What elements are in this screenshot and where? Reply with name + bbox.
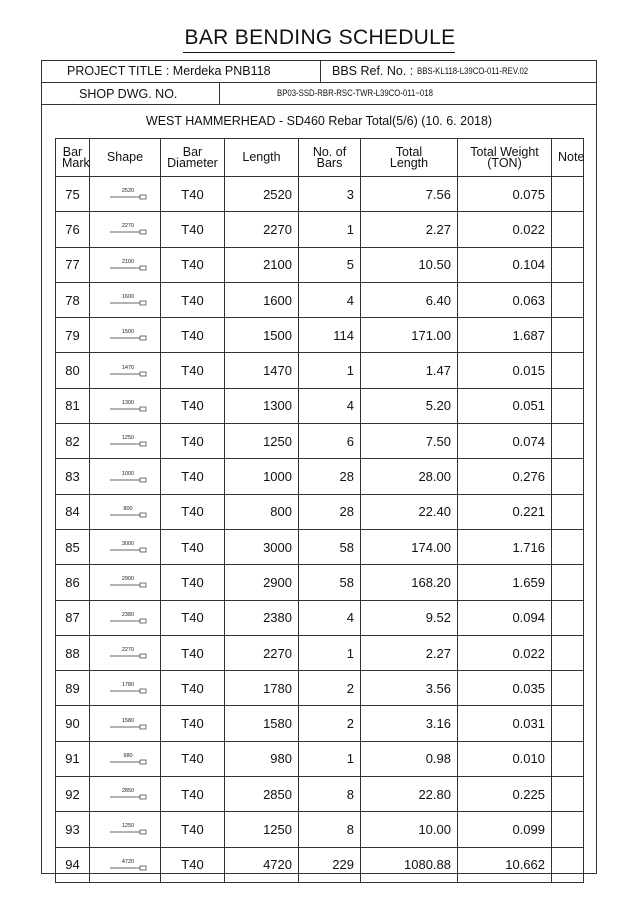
table-row — [56, 388, 584, 423]
total-length-cell: 2.27 — [361, 212, 458, 247]
length-cell: 980 — [225, 741, 299, 776]
shape-length-label: 1250 — [121, 435, 135, 442]
col-header-total-weight: Total Weight (TON) — [458, 139, 552, 177]
no-of-bars-cell: 8 — [299, 812, 361, 847]
length-cell: 2270 — [225, 212, 299, 247]
note-cell — [552, 635, 584, 670]
total-length-cell: 7.50 — [361, 424, 458, 459]
length-cell: 1470 — [225, 353, 299, 388]
total-weight-cell: 0.225 — [458, 777, 552, 812]
no-of-bars-cell: 3 — [299, 177, 361, 212]
shape-cell — [90, 282, 161, 317]
table-row — [56, 177, 584, 212]
schedule-subtitle: WEST HAMMERHEAD - SD460 Rebar Total(5/6) (10. 6. 2018) — [145, 114, 493, 128]
bar-mark-cell: 81 — [56, 388, 90, 423]
length-cell: 1780 — [225, 671, 299, 706]
note-cell — [552, 424, 584, 459]
total-length-cell: 28.00 — [361, 459, 458, 494]
shape-length-label: 2270 — [121, 647, 135, 653]
header-divider — [320, 60, 321, 82]
bar-mark-cell: 83 — [56, 459, 90, 494]
shape-length-label: 1600 — [121, 294, 135, 301]
shape-cell — [90, 741, 161, 776]
total-weight-cell: 0.015 — [458, 353, 552, 388]
diameter-cell: T40 — [161, 777, 225, 812]
shape-cell — [90, 388, 161, 423]
col-header-note: Note — [552, 139, 584, 177]
length-cell: 2520 — [225, 177, 299, 212]
bar-schedule-table — [55, 138, 584, 883]
bar-mark-cell: 82 — [56, 424, 90, 459]
bar-mark-cell: 93 — [56, 812, 90, 847]
shape-length-label: 2520 — [121, 188, 135, 195]
col-header-diameter: Bar Diameter — [161, 139, 225, 177]
shop-dwg-value-text: BP03-SSD-RBR-RSC-TWR-L39CO-011~018 — [277, 88, 433, 99]
coupler-box — [140, 689, 146, 693]
shape-cell — [90, 177, 161, 212]
straight-bar-coupler-icon — [96, 783, 156, 805]
note-cell — [552, 741, 584, 776]
note-cell — [552, 459, 584, 494]
diameter-cell: T40 — [161, 282, 225, 317]
shape-cell — [90, 353, 161, 388]
diameter-cell: T40 — [161, 565, 225, 600]
coupler-box — [140, 760, 146, 764]
shape-length-label: 800 — [123, 505, 133, 512]
bar-mark-cell: 85 — [56, 529, 90, 564]
total-weight-cell: 0.035 — [458, 671, 552, 706]
coupler-box — [140, 230, 146, 234]
total-length-cell: 3.56 — [361, 671, 458, 706]
bbs-ref — [332, 60, 597, 82]
straight-bar-coupler-icon — [96, 748, 156, 770]
table-row — [56, 741, 584, 776]
shape-length-label: 1780 — [121, 682, 135, 689]
coupler-box — [140, 195, 146, 199]
total-length-cell: 168.20 — [361, 565, 458, 600]
bar-mark-cell: 91 — [56, 741, 90, 776]
coupler-box — [140, 301, 146, 305]
total-length-cell: 1.47 — [361, 353, 458, 388]
bbs-ref-value: BBS-KL118-L39CO-011-REV.02 — [416, 65, 528, 77]
bar-mark-cell: 92 — [56, 777, 90, 812]
header-divider — [219, 83, 220, 104]
straight-bar-coupler-icon — [96, 254, 156, 276]
straight-bar-coupler-icon — [96, 536, 156, 558]
shape-length-label: 2270 — [121, 223, 135, 230]
note-cell — [552, 177, 584, 212]
total-weight-cell: 0.099 — [458, 812, 552, 847]
coupler-box — [140, 442, 146, 446]
coupler-box — [140, 795, 146, 799]
bar-mark-cell: 84 — [56, 494, 90, 529]
total-weight-cell: 1.659 — [458, 565, 552, 600]
bar-mark-cell: 89 — [56, 671, 90, 706]
document-title: BAR BENDING SCHEDULE — [184, 26, 456, 49]
bar-mark-cell: 79 — [56, 318, 90, 353]
no-of-bars-cell: 4 — [299, 388, 361, 423]
length-cell: 1250 — [225, 812, 299, 847]
note-cell — [552, 529, 584, 564]
diameter-cell: T40 — [161, 318, 225, 353]
table-row — [56, 671, 584, 706]
shape-cell — [90, 529, 161, 564]
total-length-cell: 174.00 — [361, 529, 458, 564]
diameter-cell: T40 — [161, 635, 225, 670]
straight-bar-coupler-icon — [96, 713, 156, 735]
no-of-bars-cell: 58 — [299, 529, 361, 564]
header-row-project — [41, 60, 597, 83]
bar-mark-cell: 87 — [56, 600, 90, 635]
shape-cell — [90, 635, 161, 670]
table-row — [56, 847, 584, 882]
shape-length-label: 2380 — [121, 611, 135, 618]
total-length-cell: 22.40 — [361, 494, 458, 529]
total-length-cell: 6.40 — [361, 282, 458, 317]
diameter-cell: T40 — [161, 741, 225, 776]
length-cell: 1500 — [225, 318, 299, 353]
col-header-shape: Shape — [90, 139, 161, 177]
bar-mark-cell: 75 — [56, 177, 90, 212]
note-cell — [552, 600, 584, 635]
straight-bar-coupler-icon — [96, 677, 156, 699]
no-of-bars-cell: 1 — [299, 635, 361, 670]
total-length-cell: 5.20 — [361, 388, 458, 423]
no-of-bars-cell: 28 — [299, 459, 361, 494]
total-weight-cell: 10.662 — [458, 847, 552, 882]
shape-length-label: 1580 — [121, 717, 135, 724]
no-of-bars-cell: 4 — [299, 600, 361, 635]
shape-cell — [90, 600, 161, 635]
coupler-box — [140, 407, 146, 411]
straight-bar-coupler-icon — [96, 571, 156, 593]
length-cell: 1000 — [225, 459, 299, 494]
diameter-cell: T40 — [161, 671, 225, 706]
total-length-cell: 9.52 — [361, 600, 458, 635]
shape-length-label: 980 — [123, 752, 133, 759]
bar-mark-cell: 78 — [56, 282, 90, 317]
no-of-bars-cell: 8 — [299, 777, 361, 812]
table-row — [56, 777, 584, 812]
total-length-cell: 22.80 — [361, 777, 458, 812]
total-weight-cell: 0.063 — [458, 282, 552, 317]
total-length-cell: 1080.88 — [361, 847, 458, 882]
shape-cell — [90, 494, 161, 529]
total-length-cell: 171.00 — [361, 318, 458, 353]
total-weight-cell: 0.221 — [458, 494, 552, 529]
table-row — [56, 282, 584, 317]
table-row — [56, 318, 584, 353]
length-cell: 1580 — [225, 706, 299, 741]
straight-bar-coupler-icon — [96, 360, 156, 382]
total-weight-cell: 0.022 — [458, 212, 552, 247]
length-cell: 3000 — [225, 529, 299, 564]
table-row — [56, 565, 584, 600]
table-row — [56, 706, 584, 741]
note-cell — [552, 847, 584, 882]
total-weight-cell: 0.022 — [458, 635, 552, 670]
straight-bar-coupler-icon — [96, 854, 156, 876]
no-of-bars-cell: 6 — [299, 424, 361, 459]
no-of-bars-cell: 5 — [299, 247, 361, 282]
project-title-text: PROJECT TITLE : Merdeka PNB118 — [67, 64, 271, 78]
straight-bar-coupler-icon — [96, 183, 156, 205]
no-of-bars-cell: 1 — [299, 741, 361, 776]
coupler-box — [140, 866, 146, 870]
total-weight-cell: 0.010 — [458, 741, 552, 776]
table-row — [56, 247, 584, 282]
shape-length-label: 1000 — [121, 470, 135, 477]
straight-bar-coupler-icon — [96, 607, 156, 629]
table-row — [56, 494, 584, 529]
table-row — [56, 212, 584, 247]
length-cell: 1250 — [225, 424, 299, 459]
note-cell — [552, 812, 584, 847]
shape-cell — [90, 318, 161, 353]
no-of-bars-cell: 4 — [299, 282, 361, 317]
shape-cell — [90, 212, 161, 247]
title-underline — [183, 52, 455, 53]
length-cell: 2380 — [225, 600, 299, 635]
straight-bar-coupler-icon — [96, 395, 156, 417]
length-cell: 2270 — [225, 635, 299, 670]
bar-mark-cell: 88 — [56, 635, 90, 670]
coupler-box — [140, 372, 146, 376]
shape-length-label: 2850 — [121, 788, 135, 795]
diameter-cell: T40 — [161, 247, 225, 282]
table-row — [56, 353, 584, 388]
no-of-bars-cell: 114 — [299, 318, 361, 353]
coupler-box — [140, 478, 146, 482]
diameter-cell: T40 — [161, 847, 225, 882]
no-of-bars-cell: 28 — [299, 494, 361, 529]
shape-length-label: 1500 — [121, 329, 135, 336]
diameter-cell: T40 — [161, 706, 225, 741]
note-cell — [552, 282, 584, 317]
bar-mark-cell: 80 — [56, 353, 90, 388]
length-cell: 2100 — [225, 247, 299, 282]
coupler-box — [140, 336, 146, 340]
no-of-bars-cell: 2 — [299, 671, 361, 706]
coupler-box — [140, 654, 146, 658]
table-row — [56, 635, 584, 670]
length-cell: 2900 — [225, 565, 299, 600]
table-header-row — [56, 139, 584, 177]
no-of-bars-cell: 2 — [299, 706, 361, 741]
diameter-cell: T40 — [161, 459, 225, 494]
shape-length-label: 1300 — [121, 399, 135, 406]
diameter-cell: T40 — [161, 353, 225, 388]
length-cell: 1600 — [225, 282, 299, 317]
total-weight-cell: 0.051 — [458, 388, 552, 423]
no-of-bars-cell: 58 — [299, 565, 361, 600]
straight-bar-coupler-icon — [96, 466, 156, 488]
total-weight-cell: 0.094 — [458, 600, 552, 635]
total-weight-cell: 1.716 — [458, 529, 552, 564]
shape-length-label: 3000 — [121, 541, 135, 548]
straight-bar-coupler-icon — [96, 430, 156, 452]
note-cell — [552, 318, 584, 353]
shape-length-label: 1470 — [121, 364, 135, 371]
diameter-cell: T40 — [161, 424, 225, 459]
shape-length-label: 2100 — [121, 258, 135, 265]
bar-mark-cell: 76 — [56, 212, 90, 247]
length-cell: 4720 — [225, 847, 299, 882]
coupler-box — [140, 583, 146, 587]
shape-cell — [90, 565, 161, 600]
bar-mark-cell: 77 — [56, 247, 90, 282]
diameter-cell: T40 — [161, 177, 225, 212]
total-length-cell: 10.50 — [361, 247, 458, 282]
note-cell — [552, 353, 584, 388]
note-cell — [552, 494, 584, 529]
straight-bar-coupler-icon — [96, 324, 156, 346]
shop-dwg-value — [277, 83, 595, 104]
length-cell: 2850 — [225, 777, 299, 812]
note-cell — [552, 212, 584, 247]
no-of-bars-cell: 1 — [299, 212, 361, 247]
total-length-cell: 2.27 — [361, 635, 458, 670]
total-weight-cell: 0.074 — [458, 424, 552, 459]
shape-cell — [90, 459, 161, 494]
total-length-cell: 10.00 — [361, 812, 458, 847]
shop-dwg-label — [79, 83, 229, 104]
diameter-cell: T40 — [161, 529, 225, 564]
total-weight-cell: 0.104 — [458, 247, 552, 282]
shape-cell — [90, 247, 161, 282]
bar-mark-cell: 86 — [56, 565, 90, 600]
straight-bar-coupler-icon — [96, 289, 156, 311]
coupler-box — [140, 266, 146, 270]
table-row — [56, 424, 584, 459]
straight-bar-coupler-icon — [96, 218, 156, 240]
total-weight-cell: 1.687 — [458, 318, 552, 353]
bar-mark-cell: 94 — [56, 847, 90, 882]
length-cell: 800 — [225, 494, 299, 529]
straight-bar-coupler-icon — [96, 501, 156, 523]
bar-mark-cell: 90 — [56, 706, 90, 741]
header-row-shop-dwg — [41, 83, 597, 105]
shape-cell — [90, 777, 161, 812]
total-weight-cell: 0.031 — [458, 706, 552, 741]
length-cell: 1300 — [225, 388, 299, 423]
shape-length-label: 1250 — [121, 823, 135, 830]
no-of-bars-cell: 1 — [299, 353, 361, 388]
total-length-cell: 0.98 — [361, 741, 458, 776]
no-of-bars-cell: 229 — [299, 847, 361, 882]
total-weight-cell: 0.075 — [458, 177, 552, 212]
note-cell — [552, 706, 584, 741]
note-cell — [552, 565, 584, 600]
shape-cell — [90, 706, 161, 741]
bbs-ref-label: BBS Ref. No. : — [332, 64, 414, 78]
col-header-bar-mark: Bar Mark — [56, 139, 90, 177]
note-cell — [552, 388, 584, 423]
coupler-box — [140, 548, 146, 552]
table-row — [56, 812, 584, 847]
shape-length-label: 4720 — [121, 858, 135, 865]
table-row — [56, 600, 584, 635]
shape-length-label: 2900 — [121, 576, 135, 583]
coupler-box — [140, 725, 146, 729]
diameter-cell: T40 — [161, 494, 225, 529]
coupler-box — [140, 830, 146, 834]
shop-dwg-label-text: SHOP DWG. NO. — [79, 86, 178, 101]
diameter-cell: T40 — [161, 212, 225, 247]
project-title — [67, 60, 357, 82]
diameter-cell: T40 — [161, 600, 225, 635]
shape-cell — [90, 424, 161, 459]
coupler-box — [140, 619, 146, 623]
note-cell — [552, 247, 584, 282]
total-length-cell: 3.16 — [361, 706, 458, 741]
note-cell — [552, 671, 584, 706]
shape-cell — [90, 847, 161, 882]
diameter-cell: T40 — [161, 388, 225, 423]
col-header-length: Length — [225, 139, 299, 177]
shape-cell — [90, 671, 161, 706]
coupler-box — [140, 513, 146, 517]
straight-bar-coupler-icon — [96, 818, 156, 840]
col-header-total-length: Total Length — [361, 139, 458, 177]
col-header-no-of-bars: No. of Bars — [299, 139, 361, 177]
table-row — [56, 459, 584, 494]
diameter-cell: T40 — [161, 812, 225, 847]
total-length-cell: 7.56 — [361, 177, 458, 212]
total-weight-cell: 0.276 — [458, 459, 552, 494]
straight-bar-coupler-icon — [96, 642, 156, 664]
note-cell — [552, 777, 584, 812]
table-row — [56, 529, 584, 564]
shape-cell — [90, 812, 161, 847]
